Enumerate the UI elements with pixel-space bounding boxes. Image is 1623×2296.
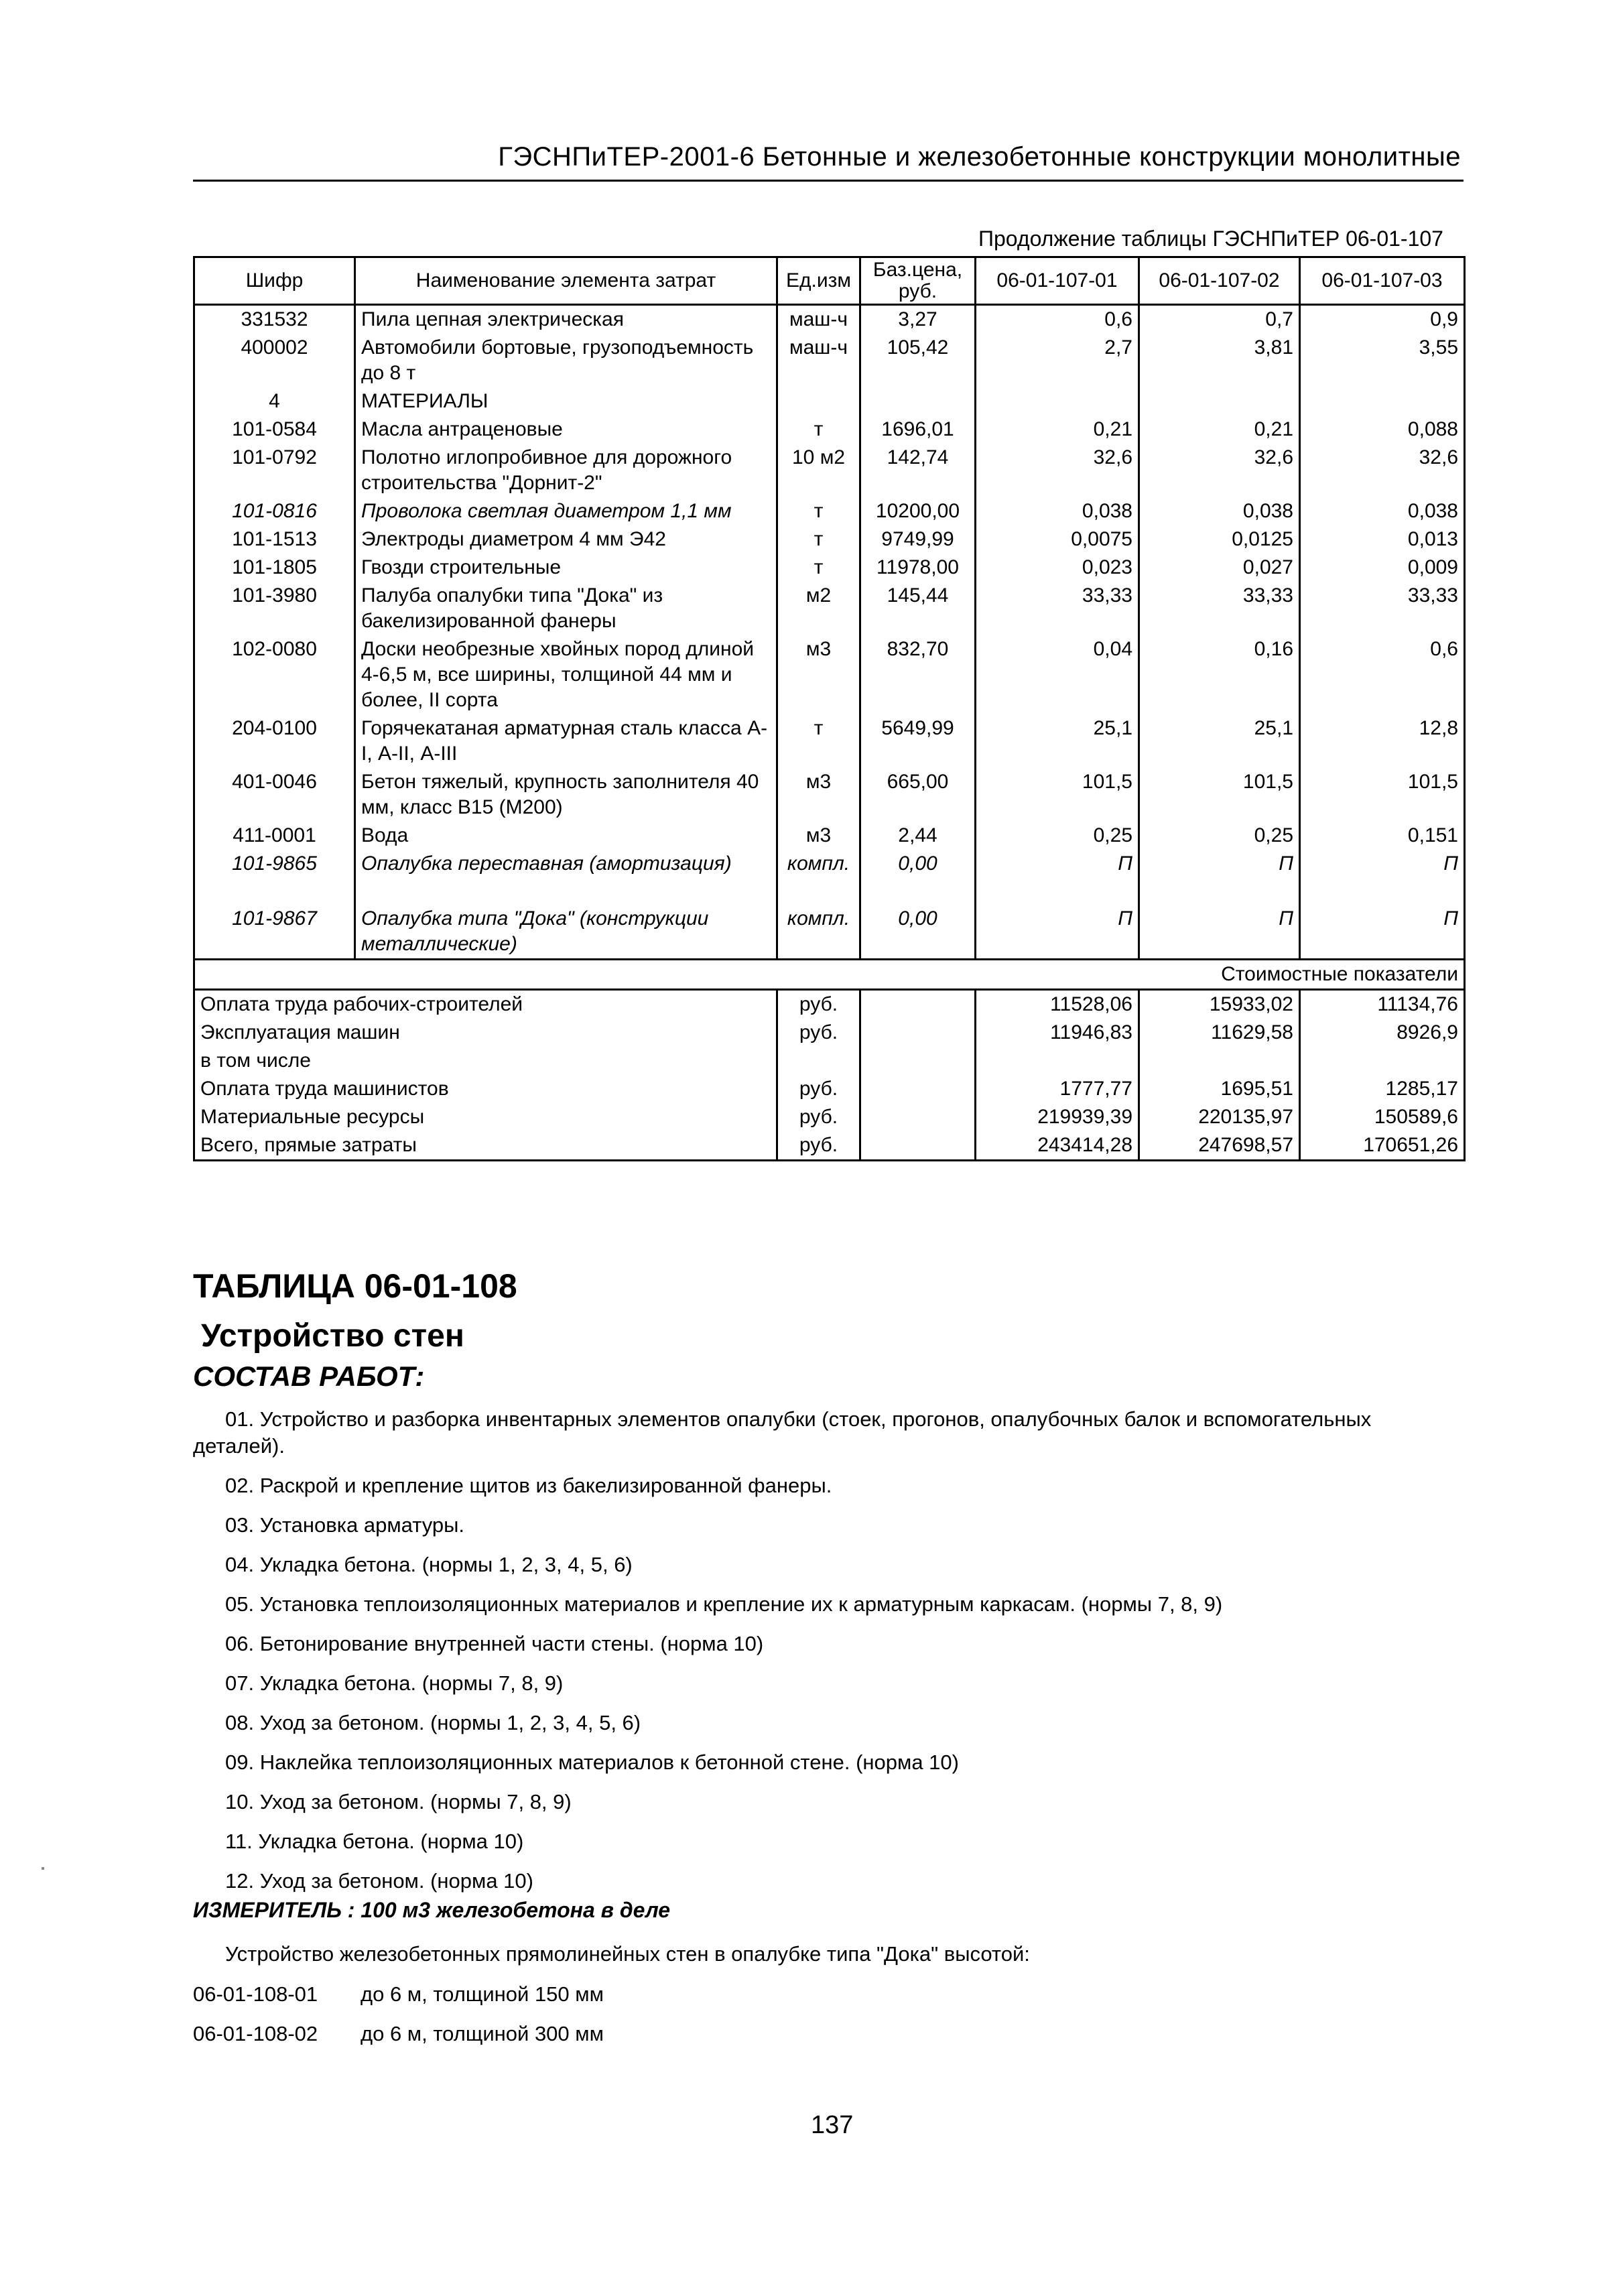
row-v1: 0,21 — [976, 416, 1139, 444]
row-v1: 0,25 — [976, 822, 1139, 850]
row-v3: 12,8 — [1300, 714, 1465, 768]
row-unit: маш-ч — [777, 334, 860, 387]
summary-v3: 8926,9 — [1300, 1019, 1465, 1047]
row-name: Опалубка переставная (амортизация) — [355, 850, 777, 878]
list-item: 02. Раскрой и крепление щитов из бакелизированной фанеры. — [225, 1474, 832, 1497]
row-name: Гвозди строительные — [355, 554, 777, 582]
row-unit: т — [777, 497, 860, 525]
page-number: 137 — [811, 2111, 854, 2139]
table-row — [194, 416, 1465, 444]
summary-row — [194, 1103, 1465, 1131]
norm-text: до 6 м, толщиной 300 мм — [361, 2022, 604, 2045]
row-price: 11978,00 — [860, 554, 976, 582]
row-v2 — [1139, 387, 1300, 416]
row-unit: м2 — [777, 582, 860, 635]
table-subtitle: Устройство стен — [201, 1318, 464, 1354]
row-price — [860, 387, 976, 416]
col-header-name: Наименование элемента затрат — [355, 257, 777, 305]
summary-v3: 150589,6 — [1300, 1103, 1465, 1131]
row-unit: т — [777, 714, 860, 768]
row-price: 1696,01 — [860, 416, 976, 444]
resource-table — [193, 256, 1466, 1161]
row-v1: 0,023 — [976, 554, 1139, 582]
row-unit: м3 — [777, 822, 860, 850]
summary-unit: руб. — [777, 1103, 860, 1131]
row-code: 101-9865 — [194, 850, 355, 878]
row-v3: П — [1300, 905, 1465, 960]
row-code: 401-0046 — [194, 768, 355, 822]
summary-unit: руб. — [777, 990, 860, 1019]
table-row — [194, 714, 1465, 768]
row-name: Полотно иглопробивное для дорожного строительства "Дорнит-2" — [355, 444, 777, 497]
summary-v2 — [1139, 1047, 1300, 1075]
col-header-unit: Ед.изм — [777, 257, 860, 305]
table-row — [194, 905, 1465, 960]
row-price: 3,27 — [860, 305, 976, 334]
summary-v1: 243414,28 — [976, 1131, 1139, 1161]
table-row — [194, 768, 1465, 822]
cost-caption: Стоимостные показатели — [976, 960, 1465, 990]
norm-code: 06-01-108-02 — [193, 2022, 318, 2045]
row-name: Пила цепная электрическая — [355, 305, 777, 334]
row-v1: 25,1 — [976, 714, 1139, 768]
row-v3: 0,088 — [1300, 416, 1465, 444]
row-price: 0,00 — [860, 850, 976, 878]
row-price: 5649,99 — [860, 714, 976, 768]
row-code: 411-0001 — [194, 822, 355, 850]
list-item: 06. Бетонирование внутренней части стены. (норма 10) — [225, 1632, 764, 1655]
list-item: 09. Наклейка теплоизоляционных материалов к бетонной стене. (норма 10) — [225, 1750, 959, 1774]
table-row — [194, 497, 1465, 525]
row-v1: П — [976, 905, 1139, 960]
summary-v3: 11134,76 — [1300, 990, 1465, 1019]
row-v3: П — [1300, 850, 1465, 878]
summary-v2: 220135,97 — [1139, 1103, 1300, 1131]
table-title: ТАБЛИЦА 06-01-108 — [193, 1267, 517, 1305]
list-item: 01. Устройство и разборка инвентарных элементов опалубки (стоек, прогонов, опалубочных балок и вспомогательных деталей). — [193, 1407, 1372, 1458]
row-v1: 0,0075 — [976, 525, 1139, 554]
norms-list — [193, 1982, 604, 2061]
table-row — [194, 334, 1465, 387]
summary-v2: 1695,51 — [1139, 1075, 1300, 1103]
row-name: Масла антраценовые — [355, 416, 777, 444]
row-v2: 0,038 — [1139, 497, 1300, 525]
row-name: Опалубка типа "Дока" (конструкции металлические) — [355, 905, 777, 960]
row-code: 101-0792 — [194, 444, 355, 497]
row-v1: 101,5 — [976, 768, 1139, 822]
row-v2: 0,16 — [1139, 635, 1300, 714]
row-v2: 0,25 — [1139, 822, 1300, 850]
table-row — [194, 822, 1465, 850]
row-v2: П — [1139, 850, 1300, 878]
cost-caption-row — [194, 960, 1465, 990]
norm-text: до 6 м, толщиной 150 мм — [361, 1982, 604, 2006]
list-item: 11. Укладка бетона. (норма 10) — [225, 1830, 524, 1853]
row-code: 101-9867 — [194, 905, 355, 960]
row-v3: 0,013 — [1300, 525, 1465, 554]
list-item: 10. Уход за бетоном. (нормы 7, 8, 9) — [225, 1790, 572, 1813]
description-line: Устройство железобетонных прямолинейных стен в опалубке типа "Дока" высотой: — [225, 1942, 1030, 1966]
row-code: 101-0816 — [194, 497, 355, 525]
summary-label: Оплата труда рабочих-строителей — [194, 990, 777, 1019]
summary-v3: 1285,17 — [1300, 1075, 1465, 1103]
summary-v3: 170651,26 — [1300, 1131, 1465, 1161]
row-code: 102-0080 — [194, 635, 355, 714]
row-v2: 101,5 — [1139, 768, 1300, 822]
norm-row — [193, 1982, 604, 2022]
row-unit: м3 — [777, 768, 860, 822]
table-row — [194, 525, 1465, 554]
row-code: 101-0584 — [194, 416, 355, 444]
summary-v3 — [1300, 1047, 1465, 1075]
meter-line: ИЗМЕРИТЕЛЬ : 100 м3 железобетона в деле — [193, 1898, 671, 1922]
row-v1: 0,038 — [976, 497, 1139, 525]
summary-v1: 11528,06 — [976, 990, 1139, 1019]
summary-unit: руб. — [777, 1075, 860, 1103]
summary-unit: руб. — [777, 1131, 860, 1161]
row-name: Проволока светлая диаметром 1,1 мм — [355, 497, 777, 525]
row-unit: маш-ч — [777, 305, 860, 334]
row-v3: 0,038 — [1300, 497, 1465, 525]
row-code: 101-3980 — [194, 582, 355, 635]
table-row — [194, 554, 1465, 582]
header-title: ГЭСНПиТЕР-2001-6 Бетонные и железобетонные конструкции монолитные — [498, 142, 1461, 172]
row-name: МАТЕРИАЛЫ — [355, 387, 777, 416]
table-row — [194, 444, 1465, 497]
row-v2: 0,0125 — [1139, 525, 1300, 554]
row-v1: 0,04 — [976, 635, 1139, 714]
row-name: Горячекатаная арматурная сталь класса А-I, А-II, А-III — [355, 714, 777, 768]
row-v1: 0,6 — [976, 305, 1139, 334]
summary-label: Всего, прямые затраты — [194, 1131, 777, 1161]
row-unit: м3 — [777, 635, 860, 714]
summary-v1: 1777,77 — [976, 1075, 1139, 1103]
row-v2: 32,6 — [1139, 444, 1300, 497]
row-v3: 32,6 — [1300, 444, 1465, 497]
row-price: 0,00 — [860, 905, 976, 960]
row-v1: 2,7 — [976, 334, 1139, 387]
row-code: 101-1513 — [194, 525, 355, 554]
page-header — [193, 142, 1464, 182]
row-price: 142,74 — [860, 444, 976, 497]
row-v2: 0,21 — [1139, 416, 1300, 444]
table-row — [194, 850, 1465, 878]
row-v2: П — [1139, 905, 1300, 960]
row-price: 665,00 — [860, 768, 976, 822]
summary-v1: 219939,39 — [976, 1103, 1139, 1131]
row-v3: 0,009 — [1300, 554, 1465, 582]
row-unit: т — [777, 416, 860, 444]
table-row — [194, 305, 1465, 334]
summary-row — [194, 1131, 1465, 1161]
table-section-row — [194, 387, 1465, 416]
norm-row — [193, 2022, 604, 2061]
list-item: 05. Установка теплоизоляционных материалов и крепление их к арматурным каркасам. (нормы 7, 8, 9) — [225, 1592, 1223, 1616]
row-code: 204-0100 — [194, 714, 355, 768]
col-header-v2: 06-01-107-02 — [1139, 257, 1300, 305]
row-name: Автомобили бортовые, грузоподъемность до 8 т — [355, 334, 777, 387]
summary-row — [194, 1075, 1465, 1103]
row-code: 400002 — [194, 334, 355, 387]
summary-row — [194, 990, 1465, 1019]
continuation-caption: Продолжение таблицы ГЭСНПиТЕР 06-01-107 — [978, 227, 1443, 251]
summary-v1 — [976, 1047, 1139, 1075]
col-header-v1: 06-01-107-01 — [976, 257, 1139, 305]
row-name: Палуба опалубки типа "Дока" из бакелизированной фанеры — [355, 582, 777, 635]
row-price: 2,44 — [860, 822, 976, 850]
row-v3: 0,6 — [1300, 635, 1465, 714]
row-v2: 3,81 — [1139, 334, 1300, 387]
summary-unit: руб. — [777, 1019, 860, 1047]
table-row — [194, 582, 1465, 635]
row-name: Электроды диаметром 4 мм Э42 — [355, 525, 777, 554]
summary-v2: 11629,58 — [1139, 1019, 1300, 1047]
row-unit: 10 м2 — [777, 444, 860, 497]
row-code: 4 — [194, 387, 355, 416]
row-name: Бетон тяжелый, крупность заполнителя 40 мм, класс В15 (М200) — [355, 768, 777, 822]
summary-label: Оплата труда машинистов — [194, 1075, 777, 1103]
list-item: 12. Уход за бетоном. (норма 10) — [225, 1869, 533, 1893]
table-header-row — [194, 257, 1465, 305]
row-unit: компл. — [777, 905, 860, 960]
row-v1: П — [976, 850, 1139, 878]
row-price: 145,44 — [860, 582, 976, 635]
row-v3: 101,5 — [1300, 768, 1465, 822]
row-v3: 33,33 — [1300, 582, 1465, 635]
row-v2: 0,7 — [1139, 305, 1300, 334]
list-item: 08. Уход за бетоном. (нормы 1, 2, 3, 4, 5, 6) — [225, 1711, 641, 1734]
row-code: 331532 — [194, 305, 355, 334]
summary-row — [194, 1019, 1465, 1047]
row-price: 105,42 — [860, 334, 976, 387]
summary-v1: 11946,83 — [976, 1019, 1139, 1047]
row-code: 101-1805 — [194, 554, 355, 582]
list-item: 03. Установка арматуры. — [225, 1513, 465, 1537]
row-v3: 0,151 — [1300, 822, 1465, 850]
works-list — [193, 1406, 1466, 1907]
scan-speck — [42, 1867, 44, 1870]
row-v3: 3,55 — [1300, 334, 1465, 387]
col-header-v3: 06-01-107-03 — [1300, 257, 1465, 305]
norm-code: 06-01-108-01 — [193, 1982, 318, 2006]
col-header-price: Баз.цена, руб. — [860, 257, 976, 305]
composition-heading: СОСТАВ РАБОТ: — [193, 1360, 425, 1392]
row-unit — [777, 387, 860, 416]
row-v3 — [1300, 387, 1465, 416]
summary-row — [194, 1047, 1465, 1075]
row-unit: компл. — [777, 850, 860, 878]
row-v2: 25,1 — [1139, 714, 1300, 768]
table-spacer-row — [194, 878, 1465, 905]
list-item: 07. Укладка бетона. (нормы 7, 8, 9) — [225, 1671, 564, 1695]
row-v1 — [976, 387, 1139, 416]
row-name: Доски необрезные хвойных пород длиной 4-6,5 м, все ширины, толщиной 44 мм и более, II сорта — [355, 635, 777, 714]
row-v2: 0,027 — [1139, 554, 1300, 582]
row-price: 10200,00 — [860, 497, 976, 525]
summary-label: в том числе — [194, 1047, 777, 1075]
row-name: Вода — [355, 822, 777, 850]
row-v1: 32,6 — [976, 444, 1139, 497]
summary-label: Материальные ресурсы — [194, 1103, 777, 1131]
list-item: 04. Укладка бетона. (нормы 1, 2, 3, 4, 5, 6) — [225, 1553, 633, 1576]
summary-label: Эксплуатация машин — [194, 1019, 777, 1047]
row-v3: 0,9 — [1300, 305, 1465, 334]
row-v2: 33,33 — [1139, 582, 1300, 635]
row-v1: 33,33 — [976, 582, 1139, 635]
row-price: 9749,99 — [860, 525, 976, 554]
col-header-code: Шифр — [194, 257, 355, 305]
row-unit: т — [777, 525, 860, 554]
summary-v2: 15933,02 — [1139, 990, 1300, 1019]
row-price: 832,70 — [860, 635, 976, 714]
summary-unit — [777, 1047, 860, 1075]
row-unit: т — [777, 554, 860, 582]
summary-v2: 247698,57 — [1139, 1131, 1300, 1161]
table-row — [194, 635, 1465, 714]
